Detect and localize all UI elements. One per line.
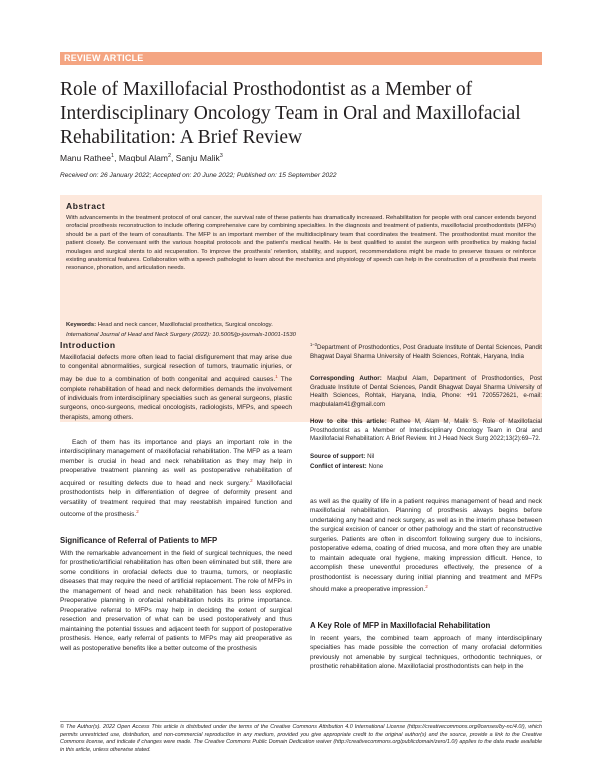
keywords-text: Head and neck cancer, Maxillofacial prosthetics, Surgical oncology.: [97, 322, 273, 328]
significance-heading: Significance of Referral of Patients to MFP: [60, 536, 218, 545]
source-label: Source of support:: [310, 453, 366, 460]
affiliation-block: [310, 341, 542, 361]
article-type-banner: [60, 52, 542, 65]
publication-dates: Received on: 26 January 2022; Accepted on: 20 June 2022; Published on: 15 September 2022: [60, 172, 337, 179]
intro-paragraph-1: [60, 353, 292, 422]
author-affil-sup: 3: [219, 153, 223, 160]
author-name[interactable]: Sanju Malik: [175, 153, 220, 163]
right-paragraph-1: [310, 497, 542, 595]
author-affil-sup: 1: [111, 153, 115, 160]
conflict-text: None: [366, 463, 384, 470]
key-role-heading: A Key Role of MFP in Maxillofacial Rehabilitation: [310, 621, 491, 630]
conflict-of-interest: [310, 463, 542, 472]
author-name[interactable]: Manu Rathee: [60, 153, 112, 163]
intro-text: Each of them has its importance and plays an important role in the interdisciplinary management of maxillofacial rehabilitation. The MFP as a team member is crucial in head and neck rehabilitation as they may help in preoperative treatment planning as well as postoperative rehabilitation of acquired or resulting defects due to head and neck surgery.: [60, 439, 292, 487]
keywords-line: [66, 321, 536, 329]
ref-link[interactable]: 2: [136, 509, 139, 515]
right-text: as well as the quality of life in a patient requires management of head and neck maxillofacial rehabilitation. Planning of prosthesis always begins before undertaking any head and neck surgery, as well as in the interim phase between the surgical excision of cancer or other pathology and the start of reconstructive surgeries. Patients are often in discomfort following surgery due to incisions, postoperative edema, coating of dried mucosa, and more often they are unable to maintain adequate oral hygiene, making impression difficult. Hence, to accomplish these uneventful procedures effectively, the presence of a prosthodontist is necessary during initial planning and treatment and MFPs should make a preoperative impression.: [310, 498, 542, 594]
source-of-support: [310, 453, 542, 462]
ref-link[interactable]: 2: [250, 477, 253, 483]
how-to-cite: [310, 418, 542, 444]
corresponding-author: [310, 375, 542, 409]
abstract-body: With advancements in the treatment protocol of oral cancer, the survival rate of these patients has dramatically increased. Rehabilitation for people with oral cancer extends beyond orofacial prosthesis reconstruction to include offering comprehensive care by combining specialties. In the diagnosis and treatment of patients, maxillofacial prosthodontists (MFPs) should be a part of the team of consultants. The MFP is an important member of the multidisciplinary team that coordinates the treatment. The prosthodontist must monitor the patient closely. Be conversant with the various hospital protocols and the patient’s medical health. He is best qualified to assist the surgeon with prosthetics by making facial moulages and surgical stents to aid recuperation. To improve the prosthesis’ retention, stability, and support, recommendations might be made to preserve tissues or reinforce existing anatomical features. Collaboration with a speech pathologist to learn about the mechanics and physiology of speech can help in the construction of a prosthesis that meets resonance, phonation, and articulation needs.: [66, 215, 536, 272]
keywords-label: Keywords:: [66, 322, 97, 328]
abstract-heading: Abstract: [66, 201, 106, 211]
significance-paragraph: With the remarkable advancement in the field of surgical techniques, the need for prosthetic/artificial rehabilitation has often been eliminated but still, there are some conditions in orofacial defects due to trauma, tumors, or neoplastic diseases that may require the need of artificial replacement. The role of MFPs in the management of head and neck rehabilitation has been less explored. Preoperative planning in orofacial rehabilitation holds its prime importance. Preoperative referral to MFPs may help in deciding the extent of surgical resection and preservation of what can be used postoperatively and thus maintaining the potential tissues and adjacent teeth for support of postoperative prosthesis. Hence, early referral of patients to MFPs may aid preoperative as well as postoperative benefits like a better outcome of the prosthesis: [60, 550, 292, 652]
footer-divider: [60, 721, 542, 722]
intro-text-cont: The complete rehabilitation of head and neck deformities demands the involvement of individuals from interdisciplinary specialties such as general surgeons, plastic surgeons, onco-surgeons, medical oncologists, radiologists, MFPs, and speech therapists, among others.: [60, 376, 292, 421]
intro-paragraph-2: [60, 438, 292, 520]
author-name[interactable]: Maqbul Alam: [118, 153, 168, 163]
license-footer: © The Author(s). 2022 Open Access This article is distributed under the terms of the Creative Commons Attribution 4.0 International License (https://creativecommons.org/licenses/by-nc/4.0/), which permits unrestricted use, distribution, and non-commercial reproduction in any medium, provided you give appropriate credit to the original author(s) and the source, provide a link to the Creative Commons license, and indicate if changes were made. The Creative Commons Public Domain Dedication waiver (http://creativecommons.org/publicdomain/zero/1.0/) applies to the data made available in this article, unless otherwise stated.: [60, 724, 542, 753]
introduction-heading: Introduction: [60, 340, 116, 350]
conflict-label: Conflict of interest:: [310, 463, 367, 470]
corr-label: Corresponding Author:: [310, 375, 382, 382]
journal-citation[interactable]: International Journal of Head and Neck Surgery (2022): 10.5005/jp-journals-10001-1530: [66, 332, 296, 338]
article-title: Role of Maxillofacial Prosthodontist as a Member of Interdisciplinary Oncology Team in Oral and Maxillofacial Rehabilitation: A Brief Review: [60, 79, 521, 148]
corr-text[interactable]: Maqbul Alam, Department of Prosthodontics, Post Graduate Institute of Dental Sciences, Pandit Bhagwat Dayal Sharma University of Health Sciences, Rohtak, Haryana, India, Phone: +91 7205572621, e-mail: maqbulalam41@gmail.com: [310, 375, 542, 408]
right-paragraph-2: In recent years, the combined team approach of many interdisciplinary specialties has made possible the correction of many orofacial deformities previously not amenable by surgical techniques, orthodontic techniques, or prosthetic rehabilitation alone. Maxillofacial prosthodontists can help in the: [310, 635, 542, 671]
affil-sup: 1–3: [310, 342, 317, 347]
ref-link[interactable]: 1: [275, 373, 278, 379]
affil-text: Department of Prosthodontics, Post Graduate Institute of Dental Sciences, Pandit Bhagwat Dayal Sharma University of Health Sciences, Rohtak, Haryana, India: [310, 344, 542, 360]
author-affil-sup: 2: [167, 153, 172, 160]
article-type-label: REVIEW ARTICLE: [64, 53, 144, 63]
author-list: Manu Rathee$^1$, Maqbul Alam$^2$, Sanju Malik$^3$: [60, 153, 223, 163]
ref-link[interactable]: 2: [425, 584, 428, 590]
howto-label: How to cite this article:: [310, 418, 387, 425]
intro-text-cont: Maxillofacial prosthodontists help in differentiation of degree of deformity present and versatility of treatment required that may reestablish impaired function and outcome of the prosthesis.: [60, 479, 292, 519]
source-text: Nil: [365, 453, 375, 460]
intro-text: Maxillofacial defects more often lead to facial disfigurement that may arise due to congenital abnormalities, surgical resection of tumors, traumatic injuries, or may be due to a combination of both congenital and acquired causes.: [60, 354, 292, 384]
howto-text: Rathee M, Alam M, Malik S. Role of Maxillofacial Prosthodontist as a Member of Interdisciplinary Oncology Team in Oral and Maxillofacial Rehabilitation: A Brief Review. Int J Head Neck Surg 2022;13(2):69–72.: [310, 418, 543, 443]
